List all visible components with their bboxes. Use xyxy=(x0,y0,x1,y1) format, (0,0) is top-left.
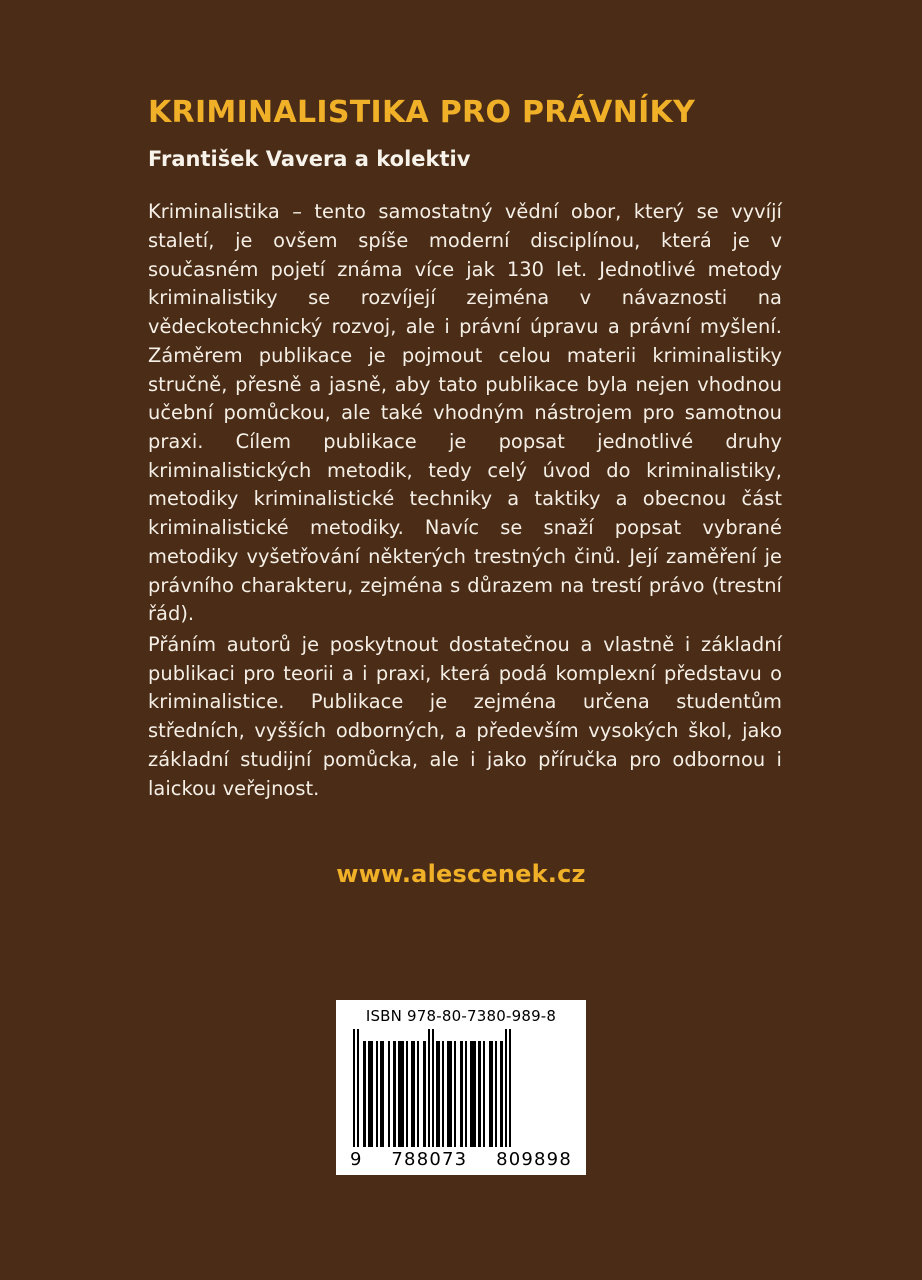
barcode-block xyxy=(336,1000,586,1175)
cover-text-block xyxy=(148,96,782,803)
page-title: KRIMINALISTIKA PRO PRÁVNÍKY xyxy=(148,95,696,130)
publisher-website-link[interactable]: www.alescenek.cz xyxy=(336,860,586,888)
isbn-label: ISBN 978-80-7380-989-8 xyxy=(365,1007,557,1025)
ean-left-digit: 9 xyxy=(350,1149,363,1170)
barcode-digits xyxy=(350,1149,572,1170)
blurb-paragraph-1: Kriminalistika – tento samostatný vědní obor, který se vyvíjí staletí, je ovšem spíše moderní disciplínou, která je v současném pojetí známa více jak 130 let. Jednotlivé metody kriminalistiky se rozvíjejí zejména v návaznosti na vědeckotechnický rozvoj, ale i právní úpravu a právní myšlení. Záměrem publikace je pojmout celou materii kriminalistiky stručně, přesně a jasně, aby tato publikace byla nejen vhodnou učební pomůckou, ale také vhodným nástrojem pro samotnou praxi. Cílem publikace je popsat jednotlivé druhy kriminalistických metodik, tedy celý úvod do kriminalistiky, metodiky kriminalistické techniky a taktiky a obecnou část kriminalistické metodiky. Navíc se snaží popsat vybrané metodiky vyšetřování některých trestných činů. Její zaměření je právního charakteru, zejména s důrazem na trestí právo (trestní řád). xyxy=(148,200,782,626)
ean-group-2: 809898 xyxy=(496,1149,572,1170)
barcode-bars xyxy=(353,1029,569,1147)
blurb-paragraph-2: Přáním autorů je poskytnout dostatečnou a vlastně i základní publikaci pro teorii a i praxi, která podá komplexní představu o kriminalistice. Publikace je zejména určena studentům středních, vyšších odborných, a především vysokých škol, jako základní studijní pomůcka, ale i jako příručka pro odbornou i laickou veřejnost. xyxy=(148,632,782,800)
ean-group-1: 788073 xyxy=(391,1149,468,1170)
author-name: František Vavera a kolektiv xyxy=(148,147,471,171)
